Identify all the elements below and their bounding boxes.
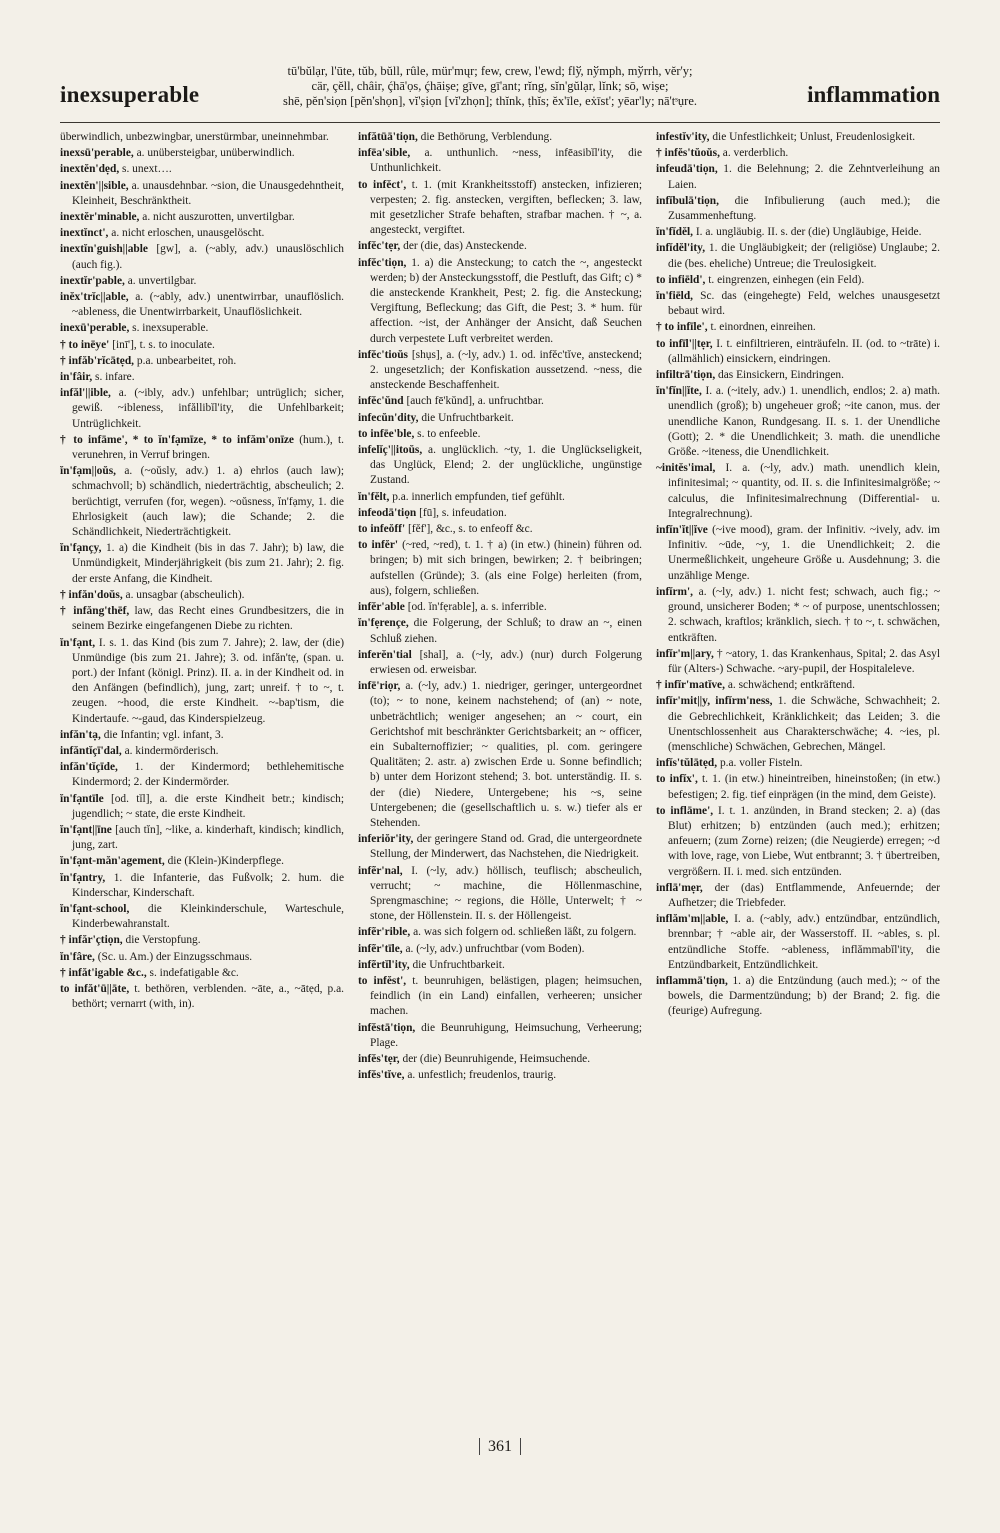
entry-definition: a. (~oŭsly, adv.) 1. a) ehrlos (auch law); schmachvoll; b) schändlich, niederträchtig, abscheulich; 2. berüchtigt, verrufen (for, wegen). ~oŭsness, ĭn'fạmy, 1. die Ehrlosigkeit (auch law); die Schande; 2. die Schändlichkeit, Niederträchtigkeit.	[72, 465, 344, 539]
dictionary-entry	[656, 523, 940, 584]
page-footer	[0, 1438, 1000, 1456]
entry-definition: die Bethörung, Verblendung.	[420, 131, 553, 143]
dictionary-entry	[358, 925, 642, 940]
entry-headword: inextĭnct',	[60, 227, 109, 240]
entry-definition: s. inexsuperable.	[132, 322, 209, 335]
entry-headword: ĭn'fạnt-school,	[60, 902, 130, 915]
dictionary-entry	[60, 823, 344, 853]
entry-definition: I. t. 1. anzünden, in Brand stecken; 2. a) (das Blut) erhitzen; b) entzünden (auch med.); erhitzen; anfeuern; (zum Zorne) reizen; (die Neugierde) erregen; ~d with love, rage, von Liebe, Wut entbrannt; 3. † übertreiben, vergrößern. II. i. med. sich entzünden.	[668, 804, 940, 878]
dictionary-entry	[60, 130, 344, 145]
entry-definition: 1. die Ungläubigkeit; der (religiöse) Unglaube; 2. die (bes. eheliche) Untreue; die Treulosigkeit.	[668, 242, 940, 270]
dictionary-entry	[60, 760, 344, 790]
entry-definition: die Verstopfung.	[125, 934, 201, 947]
guide-word-right: inflammation	[807, 82, 940, 107]
dictionary-entry	[60, 321, 344, 336]
dictionary-entry	[656, 320, 940, 335]
column-1	[60, 130, 344, 1430]
entry-headword: † to infīle',	[656, 321, 708, 334]
dictionary-entry	[656, 241, 940, 271]
entry-definition: a. nicht erloschen, unausgelöscht.	[111, 227, 265, 240]
entry-definition: [auch tĭn], ~like, a. kinderhaft, kindisch; kindlich, jung, zart.	[72, 823, 344, 852]
dictionary-entry	[358, 864, 642, 925]
dictionary-entry	[60, 792, 344, 822]
entry-headword: infĭrm',	[656, 585, 694, 598]
pronunciation-key-line: tū'bŭlạr, l'ūte, tŭb, bŭll, rûle, mür'mųr; few, crew, l'ewd; flў, nўmph, mўrrh, vĕr'y;	[287, 64, 693, 78]
dictionary-entry	[60, 146, 344, 161]
entry-headword: inexsū'perable,	[60, 147, 134, 160]
entry-definition: t. einordnen, einreihen.	[710, 321, 816, 334]
entry-headword: † to inēye'	[60, 338, 110, 351]
entry-headword: inflā'mẹr,	[656, 881, 703, 894]
entry-definition: a. unthunlich. ~ness, infēasibĭl'ity, die Unthunlichkeit.	[370, 147, 642, 175]
entry-definition: s. unext….	[122, 163, 172, 176]
entry-headword: infĕc'ŭnd	[358, 395, 404, 408]
entry-headword: infĕc'tioŭs	[358, 348, 408, 361]
dictionary-entry	[358, 348, 642, 394]
dictionary-entry	[60, 588, 344, 603]
dictionary-entry	[60, 636, 344, 727]
entry-headword: ĭn'fạntīle	[60, 792, 104, 805]
entry-definition: der (die, das) Ansteckende.	[403, 240, 527, 253]
entry-definition: a. was sich folgern od. schließen läßt, zu folgern.	[413, 926, 637, 939]
entry-headword: to infĭx',	[656, 773, 698, 786]
entry-headword: inextĕr'minable,	[60, 211, 140, 224]
entry-headword: ĭn'fẹrençe,	[358, 617, 409, 630]
entry-headword: to infĕst',	[358, 974, 407, 987]
entry-headword: ĭn'fạnt||īne	[60, 823, 112, 836]
entry-definition: t. beunruhigen, belästigen, plagen; heimsuchen, feindlich (in ein Land) einfallen, verheeren; unsicher machen.	[370, 974, 642, 1018]
entry-definition: a. schwächend; entkräftend.	[727, 679, 855, 692]
dictionary-entry	[358, 256, 642, 347]
entry-definition: Sc. das (eingehegte) Feld, welches unausgesetzt bebaut wird.	[668, 290, 940, 318]
entry-definition: 1. der Kindermord; bethlehemitische Kindermord; 2. der Kindermörder.	[72, 761, 344, 789]
entry-headword: infĕs'tĭve,	[358, 1069, 405, 1082]
entry-headword: infēa'sible,	[358, 147, 411, 160]
entry-definition: law, das Recht eines Grundbesitzers, die in seinem Bezirke eingefangenen Diebe zu richten.	[72, 605, 344, 633]
entry-definition: t. 1. (mit Krankheitsstoff) anstecken, infizieren; verpesten; 2. fig. anstecken, vergiften, beflecken; 3. law, mit gesetzlicher Strafe behaften, strafbar machen. † ~, a. angesteckt, vergiftet.	[370, 178, 642, 237]
entry-headword: to infēe'ble,	[358, 427, 415, 440]
dictionary-entry	[358, 239, 642, 254]
entry-headword: infĭdĕl'ity,	[656, 242, 706, 255]
dictionary-entry	[358, 1052, 642, 1067]
dictionary-entry	[60, 210, 344, 225]
dictionary-entry	[358, 427, 642, 442]
entry-headword: infelĭç'||itoŭs,	[358, 444, 423, 457]
entry-headword: † infăb'rĭcātẹd,	[60, 354, 135, 367]
dictionary-entry	[656, 225, 940, 240]
entry-definition: p.a. voller Fisteln.	[719, 757, 803, 770]
dictionary-entry	[656, 772, 940, 802]
dictionary-entry	[358, 958, 642, 973]
dictionary-entry	[358, 130, 642, 145]
entry-headword: infăntĭçī'dal,	[60, 744, 122, 757]
entry-headword: infẽr'nal,	[358, 864, 403, 877]
entry-definition: I. a. (~itely, adv.) 1. unendlich, endlos; 2. a) math. unendlich (groß); b) ungeheuer groß; ~ite canon, mus. der unendliche Kanon, Rundgesang. II. s. 1. der Unendliche (Gott); 2. * die Unendlichkeit; 3. math. die unendliche Größe. ~iteness, die Unendlichkeit.	[668, 385, 940, 459]
entry-headword: infẽr'tīle,	[358, 942, 403, 955]
dictionary-entry	[60, 433, 344, 463]
entry-headword: ~initĕs'imal,	[656, 462, 716, 475]
dictionary-entry	[60, 162, 344, 177]
header-rule	[60, 122, 940, 123]
dictionary-entry	[60, 966, 344, 981]
entry-definition: 1. die Infanterie, das Fußvolk; 2. hum. die Kinderschar, Kinderschaft.	[72, 871, 344, 899]
entry-headword: to infĕr'	[358, 539, 399, 552]
dictionary-entry	[358, 178, 642, 239]
dictionary-entry	[60, 744, 344, 759]
dictionary-entry	[656, 273, 940, 288]
dictionary-entry	[358, 679, 642, 831]
dictionary-entry	[60, 541, 344, 587]
dictionary-entry	[656, 647, 940, 677]
dictionary-entry	[60, 854, 344, 869]
dictionary-entry	[60, 179, 344, 209]
entry-headword: ĭn'fạnt-măn'agement,	[60, 855, 165, 868]
dictionary-entry	[656, 756, 940, 771]
entry-headword: ĭn'fạnçy,	[60, 542, 102, 555]
entry-headword: to infĕct',	[358, 178, 407, 191]
dictionary-entry	[656, 585, 940, 646]
entry-definition: I. a. (~ably, adv.) entzündbar, entzündlich, brennbar; † ~able air, der Wasserstoff. II. ~ables, s. pl. entzündliche Stoffe. ~ableness, inflămmabĭl'ity, die Entzündbarkeit, Entzündlichkeit.	[668, 913, 940, 971]
entry-headword: infeudā'tiọn,	[656, 163, 718, 176]
entry-headword: infĕstā'tiọn,	[358, 1021, 416, 1034]
dictionary-entry	[656, 461, 940, 522]
dictionary-entry	[656, 804, 940, 880]
entry-definition: p.a. innerlich empfunden, tief gefühlt.	[392, 490, 565, 503]
dictionary-entry	[358, 832, 642, 862]
entry-definition: I. (~ly, adv.) höllisch, teuflisch; abscheulich, verrucht; ~ machine, die Höllenmaschine, Sprengmaschine; ~ regions, die Hölle, Unterwelt; † ~ stone, der Höllenstein. II. s. der Höllengeist.	[370, 864, 642, 923]
dictionary-entry	[358, 942, 642, 957]
pronunciation-key	[210, 64, 770, 109]
entry-definition: 1. die Schwäche, Schwachheit; 2. die Gebrechlichkeit, Kränklichkeit; das Leiden; 3. die Unentschlossenheit aus Charakterschwäche; 4. ~ies, pl. (menschliche) Schwächen, Gebrechen, Mängel.	[668, 695, 940, 753]
dictionary-entry	[358, 506, 642, 521]
entry-definition: I. t. einfiltrieren, einträufeln. II. (od. to ~trāte) i. (allmählich) einsickern, eindringen.	[668, 337, 940, 365]
entry-headword: infĕr'able	[358, 601, 405, 614]
entry-definition: die Unfruchtbarkeit.	[421, 411, 514, 424]
dictionary-entry	[358, 1021, 642, 1051]
entry-headword: ĭn'fiēld,	[656, 290, 694, 303]
dictionary-entry	[358, 616, 642, 646]
entry-headword: in'fâir,	[60, 371, 93, 384]
entry-headword: infĭr'mit||y, infĭrm'ness,	[656, 695, 773, 708]
entry-headword: infăn'tạ,	[60, 728, 101, 741]
entry-headword: † infĕs'tŭoŭs,	[656, 147, 720, 160]
dictionary-entry	[60, 274, 344, 289]
entry-definition: der (das) Entflammende, Anfeuernde; der Aufhetzer; die Triebfeder.	[668, 881, 940, 909]
dictionary-entry	[656, 289, 940, 319]
entry-definition: [auch fē'kŭnd], a. unfruchtbar.	[406, 395, 544, 408]
dictionary-entry	[656, 162, 940, 192]
entry-definition: t. 1. (in etw.) hineintreiben, hineinstoßen; (in etw.) befestigen; 2. fig. tief einprägen (in the mind, dem Geiste).	[668, 773, 940, 801]
entry-definition: die Unfruchtbarkeit.	[412, 958, 505, 971]
entry-headword: inextĭn'guish||able	[60, 243, 148, 256]
entry-headword: infẽrtĭl'ity,	[358, 958, 410, 971]
entry-definition: a. (~ly, adv.) 1. nicht fest; schwach, auch fig.; ~ ground, unsicherer Boden; * ~ of purpose, unentschlossen; 2. schwach, kraftlos; kränklich, siech. † to ~, t. schwächen, entkräften.	[668, 585, 940, 644]
entry-definition: a. (~ly, adv.) unfruchtbar (vom Boden).	[405, 942, 585, 955]
entry-definition: t. bethören, verblenden. ~āte, a., ~ātẹd, p.a. bethört; vernarrt (with, in).	[72, 982, 344, 1011]
entry-headword: ĭn'fạntry,	[60, 871, 106, 884]
dictionary-entry	[358, 974, 642, 1020]
entry-headword: to infăt'ū||āte,	[60, 982, 130, 995]
entry-definition: 1. a) die Ansteckung; to catch the ~, angesteckt werden; b) der Ansteckungsstoff, die Pestluft, das Gift; c) * die ansteckende Krankheit, Pest; 2. fig. die Ansteckung; Vergiftung, Befleckung; das Gift, die Pest; 3. * hum. für affection. ~ist, der Anhänger der Ansicht, daß Seuchen durch verpestete Luft verbreitet werden.	[370, 256, 642, 345]
entry-definition: a. unvertilgbar.	[127, 274, 197, 287]
entry-definition: a. (~ly, adv.) 1. niedriger, geringer, untergeordnet (to); ~ to none, keinem nachstehend; of (an) ~ note, unbeträchtlich; weniger angesehen; an ~ court, ein Gerichtshof mit beschränkter Gerichtsbarkeit; an ~ officer, ein Subalternoffizier; ~ qualities, pl. com. geringere Qualitäten; 2. astr. a) zwischen Erde u. Sonne befindlich; b) unter dem Horizont stehend; 3. bot. unterständig. II. s. der (die) Niedere, Untergebene; his ~s, seine Untergebenen; die (gesellschaftlich u. s. w.) tiefer als er Stehenden.	[370, 680, 642, 829]
entry-headword: infē'riọr,	[358, 680, 401, 693]
entry-definition: I. s. 1. das Kind (bis zum 7. Jahre); 2. law, der (die) Unmündige (bis zum 21. Jahre); 3. od. infăn'tẹ, (span. u. port.) der Infant (königl. Prinz). II. a. in der Kindheit od. in den Anfängen (befindlich), jung, zart; unreif. † to ~, t. zeugen. ~hood, die erste Kindheit. ~-bap'tism, die Kindertaufe. ~-gaud, das Kinderspielzeug.	[72, 636, 344, 725]
entry-definition: a. (~ably, adv.) unentwirrbar, unauflöslich. ~ableness, die Unentwirrbarkeit, Unauflöslichkeit.	[72, 291, 344, 319]
entry-definition: a. unübersteigbar, unüberwindlich.	[136, 147, 295, 160]
entry-definition: die Beunruhigung, Heimsuchung, Verheerung; Plage.	[370, 1021, 642, 1049]
entry-headword: inextĕn'||sible,	[60, 179, 129, 192]
entry-definition: die Infantin; vgl. infant, 3.	[103, 728, 224, 741]
entry-headword: infẽr'rible,	[358, 926, 411, 939]
entry-definition: I. a. (~ly, adv.) math. unendlich klein, infinitesimal; ~ quantity, od. II. s. die Infinitesimalgröße; ~ calculus, die Infinitesimalrechnung (Differential- u. Integralrechnung).	[668, 462, 940, 520]
entry-headword: inextĭr'pable,	[60, 274, 125, 287]
dictionary-entry	[358, 1068, 642, 1083]
dictionary-entry	[60, 464, 344, 540]
dictionary-entry	[656, 694, 940, 755]
dictionary-entry	[656, 368, 940, 383]
dictionary-entry	[60, 933, 344, 948]
entry-headword: to infiēld',	[656, 273, 706, 286]
entry-definition: s. to enfeeble.	[417, 427, 481, 440]
entry-headword: inferĕn'tial	[358, 648, 412, 661]
entry-definition: † ~atory, 1. das Krankenhaus, Spital; 2. das Asyl für (Alters-) Schwache. ~ary-pupil, der Hospitaleleve.	[668, 647, 940, 675]
entry-definition: I. a. ungläubig. II. s. der (die) Ungläubige, Heide.	[695, 226, 922, 239]
dictionary-entry	[60, 871, 344, 901]
entry-headword: inflăm'm||able,	[656, 913, 729, 926]
entry-headword: inexū'perable,	[60, 322, 130, 335]
dictionary-entry	[60, 370, 344, 385]
entry-definition: 1. die Belehnung; 2. die Zehntverleihung an Laien.	[668, 163, 940, 191]
entry-definition: (hum.), t. verunehren, in Verruf bringen.	[72, 433, 344, 462]
entry-headword: † infăt'igable &c.,	[60, 966, 147, 979]
entry-headword: ĭn'fạm||oŭs,	[60, 465, 116, 478]
entry-headword: ĭn'fâre,	[60, 950, 95, 963]
dictionary-entry	[656, 194, 940, 224]
entry-definition: die (Klein-)Kinderpflege.	[167, 855, 284, 868]
entry-definition: a. unglücklich. ~ty, 1. die Unglückseligkeit, das Unglück, Elend; 2. der unglückliche, ungünstige Zustand.	[370, 444, 642, 487]
dictionary-entry	[60, 386, 344, 432]
dictionary-entry	[60, 354, 344, 369]
entry-headword: infĭr'm||ary,	[656, 647, 714, 660]
entry-headword: † infĭr'matĭve,	[656, 679, 725, 692]
entry-headword: infĭs'tŭlātẹd,	[656, 757, 718, 770]
entry-definition: die Infibulierung (auch med.); die Zusammenheftung.	[668, 194, 940, 223]
page-number: 361	[479, 1438, 521, 1455]
entry-definition: [od. tĭl], a. die erste Kindheit betr.; kindisch; jugendlich; ~ state, die erste Kindheit.	[72, 792, 344, 820]
dictionary-entry	[60, 950, 344, 965]
entry-headword: infăl'||ible,	[60, 387, 111, 400]
dictionary-entry	[656, 384, 940, 460]
entry-definition: die Folgerung, der Schluß; to draw an ~, einen Schluß ziehen.	[370, 617, 642, 645]
entry-definition: [shal], a. (~ly, adv.) (nur) durch Folgerung erwiesen od. erweisbar.	[370, 648, 642, 676]
entry-headword: † infăr'çtiọn,	[60, 934, 123, 947]
guide-word-left: inexsuperable	[60, 82, 200, 107]
column-2	[358, 130, 642, 1430]
entry-headword: † infăn'doŭs,	[60, 588, 123, 601]
entry-headword: to inflāme',	[656, 804, 714, 817]
entry-definition: [od. ĭn'fẹrable], a. s. inferrible.	[407, 601, 547, 614]
entry-definition: die Unfestlichkeit; Unlust, Freudenlosigkeit.	[712, 131, 916, 143]
entry-headword: inextĕn'dẹd,	[60, 163, 120, 176]
dictionary-entry	[656, 912, 940, 973]
entry-definition: 1. a) die Kindheit (bis in das 7. Jahr); b) law, die Unmündigkeit, Minderjährigkeit (bis zum 21. Jahr); 2. fig. der erste Anfang, die Kindheit.	[72, 542, 344, 585]
dictionary-entry	[60, 728, 344, 743]
entry-headword: infĕs'tẹr,	[358, 1052, 400, 1065]
entry-definition: (~ive mood), gram. der Infinitiv. ~ively, adv. im Infinitiv. ~ūde, ~y, 1. die Unendlichkeit; 2. die Unermeßlichkeit, ungeheure Größe u. Ausdehnung; 3. die unzählige Menge.	[668, 524, 940, 582]
entry-definition: das Einsickern, Eindringen.	[718, 369, 844, 382]
entry-definition: a. (~ibly, adv.) unfehlbar; untrüglich; sicher, gewiß. ~ibleness, infăllibĭl'ity, die Unfehlbarkeit; Untrüglichkeit.	[72, 387, 344, 430]
entry-headword: infĕc'tẹr,	[358, 240, 401, 253]
entry-definition: (~red, ~red), t. 1. † a) (in etw.) (hinein) führen od. bringen; b) mit sich bringen, bewirken; 2. † beibringen; aufstellen (Gründe); 3. (als eine Folge) herleiten (from, aus), folgern, schließen.	[370, 539, 642, 597]
dictionary-entry	[656, 974, 940, 1020]
dictionary-entry	[60, 604, 344, 634]
entry-definition: a. verderblich.	[722, 147, 789, 160]
pronunciation-key-line: cär, çĕll, châir, ḉhā'ọs, ḉhāiṣe; gīve, gī'ant; rĭng, sĭn'gŭlạr, lĭnk; sō, wiṣe;	[311, 79, 669, 93]
entry-headword: infĕc'tiọn,	[358, 256, 407, 269]
dictionary-entry	[60, 242, 344, 272]
dictionary-entry	[60, 290, 344, 320]
pronunciation-key-line: shē, pĕn'siọn [pĕn'shọn], vĭ'ṣiọn [vĭ'zhọn]; thĭnk, ṭhĭs; ĕx'īle, eẋīst'; yēar'ly; nā'tˢụre.	[282, 94, 697, 108]
dictionary-entry	[358, 411, 642, 426]
entry-headword: infiltrā'tiọn,	[656, 369, 716, 382]
dictionary-entry	[358, 443, 642, 489]
entry-headword: ĭn'fĕlt,	[358, 490, 390, 503]
entry-definition: [inī'], t. s. to inoculate.	[112, 338, 215, 351]
dictionary-entry	[358, 648, 642, 678]
entry-definition: die Kleinkinderschule, Warteschule, Kinderbewahranstalt.	[72, 902, 344, 931]
entry-definition: der (die) Beunruhigende, Heimsuchende.	[402, 1052, 591, 1065]
entry-headword: infeodā'tiọn	[358, 506, 417, 519]
entry-headword: infestĭv'ity,	[656, 131, 710, 143]
column-3	[656, 130, 940, 1430]
entry-headword: to infeŏff'	[358, 523, 406, 536]
entry-definition: a. unausdehnbar. ~sion, die Unausgedehntheit, Kleinheit, Beschränktheit.	[72, 179, 344, 207]
entry-definition: a. kindermörderisch.	[124, 744, 219, 757]
entry-headword: ĭn'fĭdĕl,	[656, 226, 694, 239]
entry-definition: der geringere Stand od. Grad, die untergeordnete Stellung, der Minderwert, das Nachstehen, die Niedrigkeit.	[370, 833, 642, 861]
entry-definition: a. nicht auszurotten, unvertilgbar.	[142, 211, 295, 224]
entry-definition: 1. a) die Entzündung (auch med.); ~ of the bowels, die Darmentzündung; b) der Brand; 2. fig. die (feurige) Aufregung.	[668, 974, 940, 1018]
dictionary-entry	[60, 338, 344, 353]
entry-headword: infecŭn'dity,	[358, 411, 419, 424]
entry-definition: überwindlich, unbezwingbar, unerstürmbar, uneinnehmbar.	[60, 131, 329, 143]
entry-headword: ĭn'fĭn||ĭte,	[656, 385, 702, 398]
dictionary-entry	[60, 226, 344, 241]
dictionary-entry	[358, 538, 642, 599]
dictionary-entry	[656, 881, 940, 911]
entry-headword: inĕx'trĭc||able,	[60, 291, 129, 304]
entry-definition: [fū], s. infeudation.	[419, 506, 507, 519]
dictionary-entry	[358, 522, 642, 537]
entry-headword: † to infāme', * to ĭn'fạmīze, * to infăm'onīze	[60, 433, 294, 446]
dictionary-entry	[60, 902, 344, 932]
dictionary-entry	[656, 678, 940, 693]
entry-headword: ĭn'fạnt,	[60, 636, 96, 649]
entry-definition: [shụs], a. (~ly, adv.) 1. od. infĕc'tĭve, ansteckend; 2. ungesetzlich; der Konfiskation aussetzend. ~ness, die ansteckende Beschaffenheit.	[370, 348, 642, 392]
dictionary-entry	[358, 490, 642, 505]
entry-headword: † infăng'thēf,	[60, 605, 130, 618]
entry-definition: [gw], a. (~ably, adv.) unauslöschlich (auch fig.).	[72, 243, 344, 271]
dictionary-entry	[656, 337, 940, 367]
dictionary-entry	[358, 600, 642, 615]
entry-headword: infătūā'tiọn,	[358, 131, 418, 143]
entry-headword: inferiŏr'ity,	[358, 833, 414, 846]
entry-headword: inflammā'tiọn,	[656, 974, 728, 987]
dictionary-entry	[358, 394, 642, 409]
entry-definition: p.a. unbearbeitet, roh.	[136, 354, 237, 367]
page-header	[60, 52, 940, 122]
entry-definition: (Sc. u. Am.) der Einzugsschmaus.	[97, 950, 253, 963]
dictionary-entry	[60, 982, 344, 1012]
entry-definition: s. indefatigable &c.	[149, 966, 239, 979]
entry-definition: t. eingrenzen, einhegen (ein Feld).	[708, 273, 865, 286]
dictionary-entry	[656, 130, 940, 145]
entry-definition: a. unfestlich; freudenlos, traurig.	[407, 1069, 557, 1082]
entry-headword: to infīl'||tẹr,	[656, 337, 713, 350]
entry-columns	[60, 130, 940, 1430]
entry-headword: infĭbulā'tiọn,	[656, 194, 719, 207]
entry-definition: s. infare.	[95, 371, 135, 384]
dictionary-entry	[358, 146, 642, 176]
entry-headword: infĭn'ĭt||ĭve	[656, 524, 708, 537]
entry-headword: infăn'tĭçīde,	[60, 761, 118, 774]
entry-definition: a. unsagbar (abscheulich).	[125, 588, 245, 601]
entry-definition: [fĕf'], &c., s. to enfeoff &c.	[408, 523, 533, 536]
dictionary-entry	[656, 146, 940, 161]
